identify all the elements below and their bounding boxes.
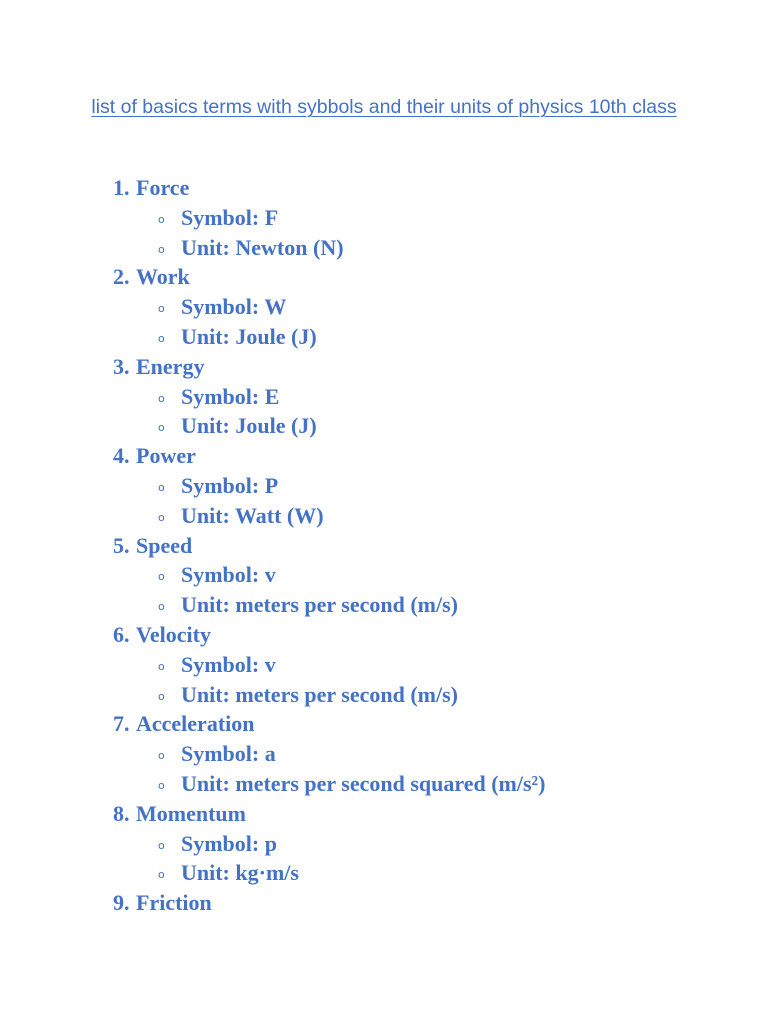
symbol-line-text: Symbol: v (181, 651, 276, 677)
circle-bullet-icon: o (158, 749, 165, 763)
term-name: Work (136, 264, 190, 290)
unit-line-text: Unit: Newton (N) (181, 234, 344, 260)
term-name: Velocity (136, 621, 211, 647)
unit-line-text: Unit: kg·m/s (181, 860, 299, 886)
term-name: Speed (136, 532, 193, 558)
symbol-line-text: Symbol: a (181, 741, 276, 767)
unit-line-text: Unit: meters per second squared (m/s²) (181, 770, 546, 796)
term-name: Friction (136, 890, 212, 916)
unit-line-text: Unit: Joule (J) (181, 413, 317, 439)
circle-bullet-icon: o (158, 600, 165, 614)
unit-line-text: Unit: meters per second (m/s) (181, 681, 458, 707)
item-number: 6. (113, 621, 130, 647)
unit-line-text: Unit: meters per second (m/s) (181, 592, 458, 618)
circle-bullet-icon: o (158, 480, 165, 494)
item-number: 1. (113, 175, 130, 200)
item-number: 9. (113, 890, 130, 916)
item-number: 4. (113, 443, 130, 469)
unit-line-text: Unit: Joule (J) (181, 323, 317, 349)
circle-bullet-icon: o (158, 778, 165, 792)
term-name: Momentum (136, 800, 246, 826)
term-name: Power (136, 443, 196, 469)
symbol-line-text: Symbol: P (181, 472, 279, 498)
circle-bullet-icon: o (158, 302, 165, 316)
symbol-line-text: Symbol: v (181, 562, 276, 588)
circle-bullet-icon: o (158, 570, 165, 584)
circle-bullet-icon: o (158, 659, 165, 673)
item-number: 7. (113, 711, 130, 737)
item-number: 5. (113, 532, 130, 558)
term-name: Acceleration (136, 711, 255, 737)
circle-bullet-icon: o (158, 838, 165, 852)
item-number: 8. (113, 800, 130, 826)
circle-bullet-icon: o (158, 510, 165, 524)
circle-bullet-icon: o (158, 212, 165, 226)
item-number: 3. (113, 353, 130, 379)
symbol-line-text: Symbol: E (181, 383, 280, 409)
item-number: 2. (113, 264, 130, 290)
circle-bullet-icon: o (158, 391, 165, 405)
term-name: Energy (136, 353, 205, 379)
circle-bullet-icon: o (158, 331, 165, 345)
unit-line-text: Unit: Watt (W) (181, 502, 324, 528)
term-name: Force (136, 175, 190, 200)
document-title: list of basics terms with sybbols and their units of physics 10th class (91, 96, 677, 118)
circle-bullet-icon: o (158, 689, 165, 703)
circle-bullet-icon: o (158, 868, 165, 882)
symbol-line-text: Symbol: p (181, 830, 277, 856)
circle-bullet-icon: o (158, 242, 165, 256)
symbol-line-text: Symbol: F (181, 204, 279, 230)
circle-bullet-icon: o (158, 421, 165, 435)
symbol-line-text: Symbol: W (181, 294, 287, 320)
